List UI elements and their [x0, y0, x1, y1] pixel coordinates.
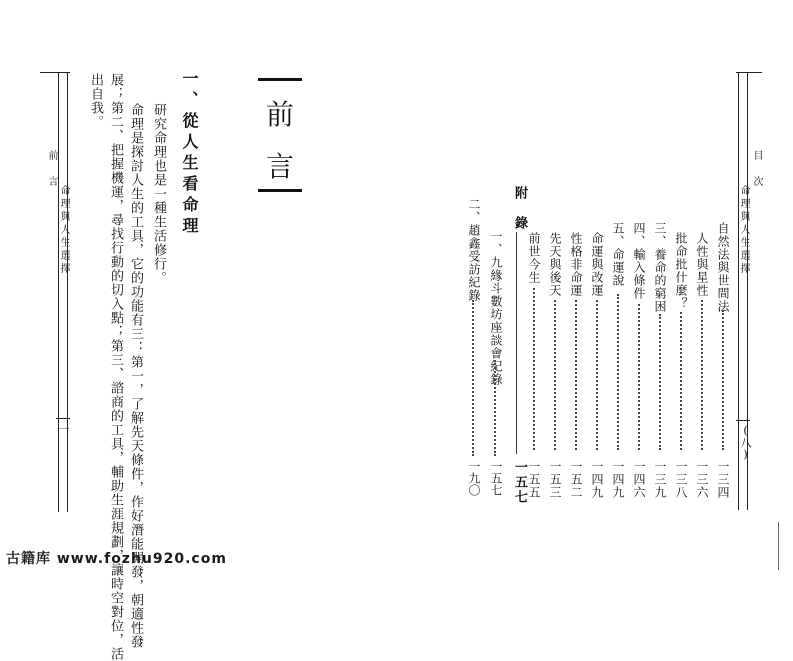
title-char-2: 言	[266, 150, 295, 183]
right-page-number: (八)	[739, 424, 752, 461]
toc-title: 五、命運說	[611, 222, 625, 287]
running-head: 前 言	[46, 150, 57, 189]
toc-page: 一三六	[695, 460, 709, 499]
toc-page: 一四六	[632, 460, 646, 499]
title-block	[258, 78, 302, 192]
toc-page: 一五二	[569, 460, 583, 499]
appendix-item-2: 二、趙鑫受訪紀錄	[467, 198, 481, 302]
right-running-head: 目 次	[751, 150, 762, 189]
appendix-item-2-page: 一九〇	[467, 460, 481, 496]
toc-title: 四、輸入條件	[632, 222, 646, 300]
appendix-item-1: 一、九緣斗數坊座談會紀錄	[489, 230, 503, 386]
paragraph-1: 研究命理也是一種生活修行。	[151, 103, 166, 285]
page-number: 一	[57, 423, 70, 434]
toc-page: 一三四	[716, 460, 730, 499]
paragraph-4: 出自我。	[88, 73, 103, 129]
toc-page: 一四九	[590, 460, 604, 499]
toc-page: 一三八	[674, 460, 688, 499]
toc-title: 前世今生	[527, 232, 541, 284]
toc-title: 命運與改運	[590, 232, 604, 297]
toc-leaders	[530, 222, 740, 462]
toc-page: 一四九	[611, 460, 625, 499]
paragraph-2: 命理是探討人生的工具，它的功能有三：第一，了解先天條件，作好潛能開發，朝適性發	[128, 103, 143, 649]
title-char-1: 前	[266, 98, 295, 131]
toc-page: 一五五	[527, 460, 541, 499]
appendix-label: 附 錄	[512, 186, 527, 231]
section-heading: 一、從人生看命理	[180, 70, 199, 238]
site-url[interactable]: www.fozhu920.com	[56, 551, 227, 567]
appendix-leader	[516, 232, 517, 454]
page-edge	[778, 522, 779, 570]
appendix-page: 一五七	[512, 460, 527, 505]
toc-title: 人性與星性	[695, 232, 709, 297]
toc-page: 一三九	[653, 460, 667, 499]
toc-title: 批命批什麼？	[674, 232, 688, 310]
appendix-item-1-page: 一五七	[489, 460, 503, 496]
book-title: 命理與人生選擇	[58, 185, 69, 276]
paragraph-3: 展；第二、把握機運，尋找行動的切入點；第三、諮商的工具，輔助生涯規劃，讓時空對位，活	[108, 73, 123, 661]
footer-watermark	[6, 548, 227, 568]
toc-title: 三、養命的窮困	[653, 222, 667, 313]
toc-title: 性格非命運	[569, 232, 583, 297]
toc-title: 自然法與世間法	[716, 222, 730, 313]
toc-page: 一五三	[548, 460, 562, 499]
site-name: 古籍库	[6, 551, 51, 567]
right-book-title: 命理與人生選擇	[738, 185, 749, 276]
toc-title: 先天與後天	[548, 232, 562, 297]
